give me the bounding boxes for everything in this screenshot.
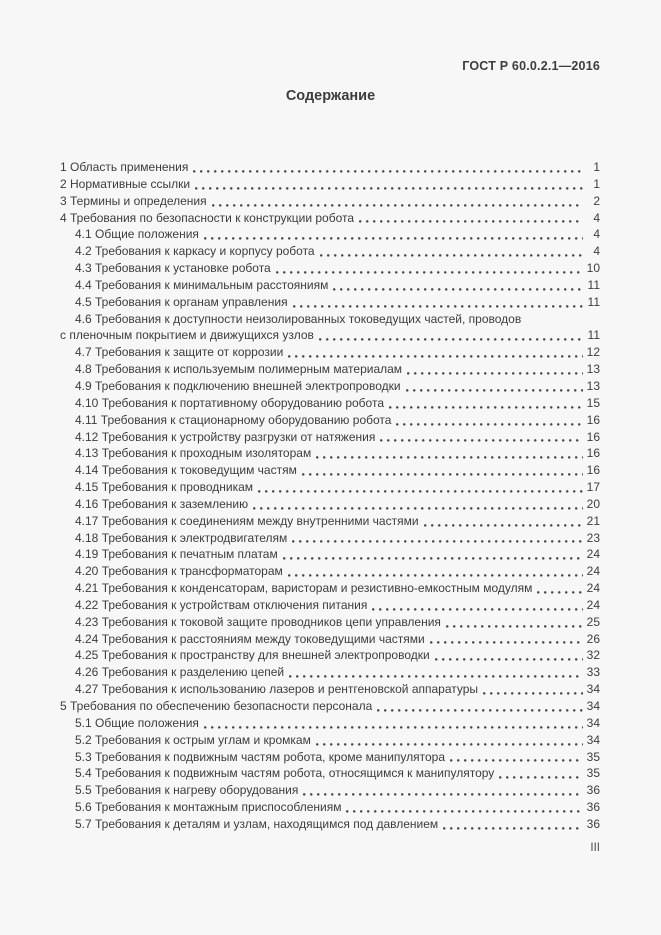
dot-leader bbox=[193, 170, 583, 173]
toc-entry-page: 34 bbox=[586, 682, 600, 697]
toc-entry bbox=[60, 327, 600, 344]
toc-entry-page: 35 bbox=[586, 766, 600, 781]
dot-leader bbox=[407, 372, 583, 375]
toc-entry-label: с пленочным покрытием и движущихся узлов bbox=[60, 328, 314, 343]
toc-entry-page: 34 bbox=[586, 699, 600, 713]
toc-entry-page: 16 bbox=[586, 412, 600, 427]
toc-entry bbox=[60, 647, 600, 664]
dot-leader bbox=[446, 625, 583, 628]
toc-entry-page: 23 bbox=[586, 530, 600, 545]
toc-entry-label: 4.19 Требования к печатным платам bbox=[75, 547, 278, 562]
dot-leader bbox=[450, 759, 583, 762]
toc-entry-page: 24 bbox=[586, 581, 600, 596]
toc-entry-label: 5.1 Общие положения bbox=[75, 715, 199, 730]
toc-list bbox=[60, 159, 600, 833]
dot-leader bbox=[303, 793, 583, 796]
toc-entry bbox=[60, 311, 600, 328]
dot-leader bbox=[212, 204, 583, 207]
toc-entry-label: 4.25 Требования к пространству для внешней электропроводки bbox=[75, 648, 430, 663]
toc-entry-label: 4.1 Общие положения bbox=[75, 227, 199, 242]
toc-entry bbox=[60, 260, 600, 277]
dot-leader bbox=[483, 692, 583, 695]
toc-entry-page: 4 bbox=[593, 210, 600, 225]
toc-entry-label: 3 Термины и определения bbox=[60, 193, 207, 208]
toc-entry-label: 4.3 Требования к установке робота bbox=[75, 261, 271, 276]
toc-entry-page: 32 bbox=[586, 648, 600, 663]
toc-entry-label: 4.6 Требования к доступности неизолированных токоведущих частей, проводов bbox=[75, 311, 522, 326]
toc-entry bbox=[60, 563, 600, 580]
dot-leader bbox=[319, 338, 583, 341]
toc-entry-label: 4.10 Требования к портативному оборудованию робота bbox=[75, 395, 384, 410]
toc-entry-page: 24 bbox=[586, 564, 600, 579]
dot-leader bbox=[289, 675, 583, 678]
toc-entry-label: 4.8 Требования к используемым полимерным материалам bbox=[75, 362, 403, 377]
toc-entry bbox=[60, 614, 600, 631]
toc-entry-label: 5.4 Требования к подвижным частям робота, относящимся к манипулятору bbox=[75, 766, 495, 781]
toc-entry-page: 26 bbox=[586, 631, 600, 646]
toc-entry-page: 15 bbox=[586, 395, 600, 410]
dot-leader bbox=[293, 305, 583, 308]
toc-entry-page: 11 bbox=[587, 277, 600, 292]
toc-entry-label: 5.6 Требования к монтажным приспособлениям bbox=[75, 800, 342, 815]
toc-entry-page: 1 bbox=[593, 176, 600, 191]
toc-entry bbox=[60, 378, 600, 395]
dot-leader bbox=[499, 776, 583, 779]
toc-entry-label: 4.21 Требования к конденсаторам, варисторам и резистивно-емкостным модулям bbox=[75, 581, 533, 596]
dot-leader bbox=[320, 254, 583, 257]
dot-leader bbox=[389, 406, 583, 409]
dot-leader bbox=[283, 557, 583, 560]
toc-entry-page: 11 bbox=[587, 328, 600, 343]
toc-entry-page: 33 bbox=[586, 665, 600, 680]
toc-entry-label: 5.7 Требования к деталям и узлам, находящимся под давлением bbox=[75, 816, 439, 831]
dot-leader bbox=[333, 288, 583, 291]
toc-entry bbox=[60, 210, 600, 227]
toc-entry bbox=[60, 429, 600, 446]
toc-entry-label: 4.13 Требования к проходным изоляторам bbox=[75, 446, 312, 461]
toc-entry-label: 4.2 Требования к каркасу и корпусу робота bbox=[75, 244, 315, 259]
toc-entry bbox=[60, 294, 600, 311]
toc-entry-label: 4.14 Требования к токоведущим частям bbox=[75, 463, 297, 478]
toc-entry bbox=[60, 530, 600, 547]
toc-entry-label: 4.16 Требования к заземлению bbox=[75, 496, 249, 511]
toc-entry bbox=[60, 597, 600, 614]
toc-entry bbox=[60, 159, 600, 176]
toc-entry-page: 1 bbox=[593, 160, 600, 174]
toc-entry-label: 4.7 Требования к защите от коррозии bbox=[75, 345, 284, 360]
toc-entry bbox=[60, 664, 600, 681]
toc-entry-page: 4 bbox=[593, 227, 600, 242]
toc-entry-label: 4.27 Требования к использованию лазеров и рентгеновской аппаратуры bbox=[75, 682, 479, 697]
toc-entry bbox=[60, 361, 600, 378]
toc-entry-page: 16 bbox=[586, 429, 600, 444]
page-title: Содержание bbox=[285, 88, 376, 104]
toc-entry-label: 4.17 Требования к соединениям между внутренними частями bbox=[75, 513, 419, 528]
toc-entry-page: 10 bbox=[586, 261, 600, 276]
toc-entry bbox=[60, 462, 600, 479]
toc-entry-page: 34 bbox=[586, 732, 600, 747]
toc-entry-page: 21 bbox=[586, 513, 600, 528]
dot-leader bbox=[380, 439, 583, 442]
dot-leader bbox=[372, 608, 583, 611]
dot-leader bbox=[424, 524, 583, 527]
toc-entry bbox=[60, 412, 600, 429]
toc-entry bbox=[60, 749, 600, 766]
dot-leader bbox=[302, 473, 583, 476]
toc-entry-page: 20 bbox=[586, 496, 600, 511]
dot-leader bbox=[204, 726, 583, 729]
toc-entry-page: 2 bbox=[593, 193, 600, 208]
toc-entry-page: 17 bbox=[586, 480, 600, 495]
toc-entry bbox=[60, 193, 600, 210]
dot-leader bbox=[288, 574, 583, 577]
toc-entry bbox=[60, 479, 600, 496]
toc-entry bbox=[60, 732, 600, 749]
dot-leader bbox=[258, 490, 583, 493]
toc-entry bbox=[60, 513, 600, 530]
toc-entry-label: 4 Требования по безопасности к конструкции робота bbox=[60, 210, 355, 225]
toc-entry bbox=[60, 344, 600, 361]
toc-entry bbox=[60, 395, 600, 412]
toc-entry-label: 5.5 Требования к нагреву оборудования bbox=[75, 783, 299, 798]
toc-entry-label: 4.12 Требования к устройству разгрузки от натяжения bbox=[75, 429, 376, 444]
dot-leader bbox=[195, 187, 583, 190]
toc-entry-label: 4.11 Требования к стационарному оборудованию робота bbox=[75, 412, 392, 427]
toc-entry-page: 25 bbox=[586, 614, 600, 629]
dot-leader bbox=[253, 507, 583, 510]
toc-entry-page: 13 bbox=[586, 378, 600, 393]
toc-entry bbox=[60, 580, 600, 597]
dot-leader bbox=[406, 389, 583, 392]
toc-entry bbox=[60, 681, 600, 698]
toc-entry bbox=[60, 277, 600, 294]
toc-entry bbox=[60, 799, 600, 816]
toc-entry-page: 24 bbox=[586, 597, 600, 612]
toc-entry-page: 13 bbox=[586, 362, 600, 377]
toc-entry-page: 36 bbox=[586, 800, 600, 815]
toc-entry-label: 4.4 Требования к минимальным расстояниям bbox=[75, 277, 329, 292]
toc-entry-label: 4.15 Требования к проводникам bbox=[75, 480, 254, 495]
toc-entry bbox=[60, 496, 600, 513]
toc-entry-page: 35 bbox=[586, 749, 600, 764]
toc-entry-label: 4.9 Требования к подключению внешней электропроводки bbox=[75, 378, 401, 393]
dot-leader bbox=[430, 641, 583, 644]
toc-entry-page: 11 bbox=[587, 294, 600, 309]
toc-entry-label: 4.26 Требования к разделению цепей bbox=[75, 665, 285, 680]
toc-entry-label: 5 Требования по обеспечению безопасности персонала bbox=[60, 699, 373, 713]
dot-leader bbox=[288, 355, 583, 358]
folio-page-number: III bbox=[590, 842, 600, 854]
toc-entry-page: 24 bbox=[586, 547, 600, 562]
toc-entry bbox=[60, 698, 600, 715]
toc-entry bbox=[60, 631, 600, 648]
toc-entry bbox=[60, 782, 600, 799]
toc-entry-label: 4.24 Требования к расстояниям между токоведущими частями bbox=[75, 631, 425, 646]
toc-entry bbox=[60, 243, 600, 260]
toc-entry bbox=[60, 445, 600, 462]
toc-entry-label: 1 Область применения bbox=[60, 160, 189, 174]
toc-entry-page: 36 bbox=[586, 816, 600, 831]
toc-entry bbox=[60, 816, 600, 833]
dot-leader bbox=[396, 423, 583, 426]
toc-entry bbox=[60, 546, 600, 563]
dot-leader bbox=[346, 810, 583, 813]
dot-leader bbox=[276, 271, 583, 274]
toc-entry-page: 16 bbox=[586, 446, 600, 461]
toc-entry bbox=[60, 715, 600, 732]
toc-entry-label: 4.5 Требования к органам управления bbox=[75, 294, 288, 309]
dot-leader bbox=[292, 540, 583, 543]
toc-entry-label: 5.3 Требования к подвижным частям робота, кроме манипулятора bbox=[75, 749, 446, 764]
toc-entry-label: 4.23 Требования к токовой защите проводников цепи управления bbox=[75, 614, 441, 629]
dot-leader bbox=[316, 456, 583, 459]
toc-entry-page: 16 bbox=[586, 463, 600, 478]
toc-entry bbox=[60, 765, 600, 782]
toc-entry-page: 4 bbox=[593, 244, 600, 259]
toc-entry bbox=[60, 226, 600, 243]
dot-leader bbox=[359, 220, 583, 223]
dot-leader bbox=[435, 658, 583, 661]
dot-leader bbox=[377, 709, 583, 712]
toc-entry-label: 5.2 Требования к острым углам и кромкам bbox=[75, 732, 311, 747]
dot-leader bbox=[204, 237, 583, 240]
toc-entry-page: 36 bbox=[586, 783, 600, 798]
dot-leader bbox=[316, 743, 583, 746]
document-code: ГОСТ Р 60.0.2.1—2016 bbox=[462, 59, 600, 73]
toc-entry-page: 12 bbox=[586, 345, 600, 360]
toc-entry-label: 4.22 Требования к устройствам отключения питания bbox=[75, 597, 368, 612]
dot-leader bbox=[537, 591, 583, 594]
dot-leader bbox=[443, 827, 583, 830]
toc-entry-label: 2 Нормативные ссылки bbox=[60, 176, 191, 191]
toc-entry bbox=[60, 176, 600, 193]
toc-entry-page: 34 bbox=[586, 715, 600, 730]
toc-entry-label: 4.18 Требования к электродвигателям bbox=[75, 530, 288, 545]
toc-entry-label: 4.20 Требования к трансформаторам bbox=[75, 564, 283, 579]
